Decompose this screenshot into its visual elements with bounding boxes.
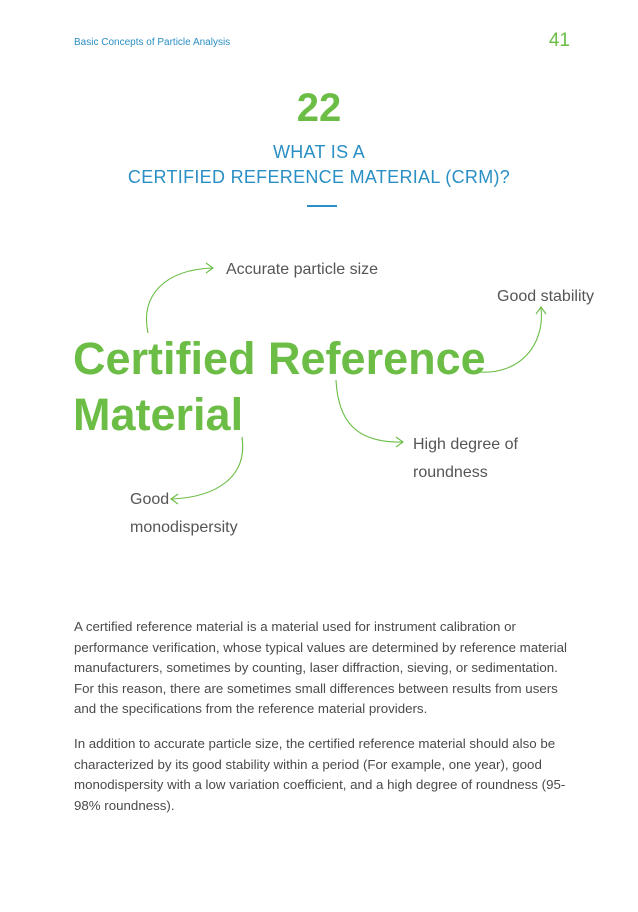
arrow-to-roundness — [336, 380, 402, 442]
chapter-title-line1: WHAT IS A — [272, 142, 366, 162]
chapter-title-line2: CERTIFIED REFERENCE MATERIAL (CRM)? — [127, 167, 511, 187]
chapter-number: 22 — [296, 86, 342, 130]
diagram-center-line1: Certified Reference — [73, 333, 486, 384]
label-high-roundness: High degree of roundness — [413, 436, 518, 481]
diagram-center-line2: Material — [73, 389, 244, 440]
running-head: Basic Concepts of Particle Analysis — [74, 37, 231, 48]
label-accurate-particle-size: Accurate particle size — [226, 261, 379, 278]
page-number: 41 — [548, 30, 570, 51]
body-paragraph-2: In addition to accurate particle size, the certified reference material should also be characterized by its good stability within a period (For example, one year), good monodispersity with a low variation coefficient, and a high degree of roundness (95-98% roundness). — [74, 736, 566, 813]
arrow-to-stability — [478, 308, 541, 372]
label-good-monodispersity: Good monodispersity — [130, 491, 238, 536]
body-paragraph-1: A certified reference material is a material used for instrument calibration or performance verification, whose typical values are determined by reference material manufacturers, sometimes by counting, laser diffraction, sieving, or sedimentation. For this reason, there are sometimes small differences between results from users and the specifications from the reference material providers. — [74, 619, 567, 716]
arrow-to-size — [147, 268, 212, 333]
label-good-stability: Good stability — [497, 288, 594, 305]
